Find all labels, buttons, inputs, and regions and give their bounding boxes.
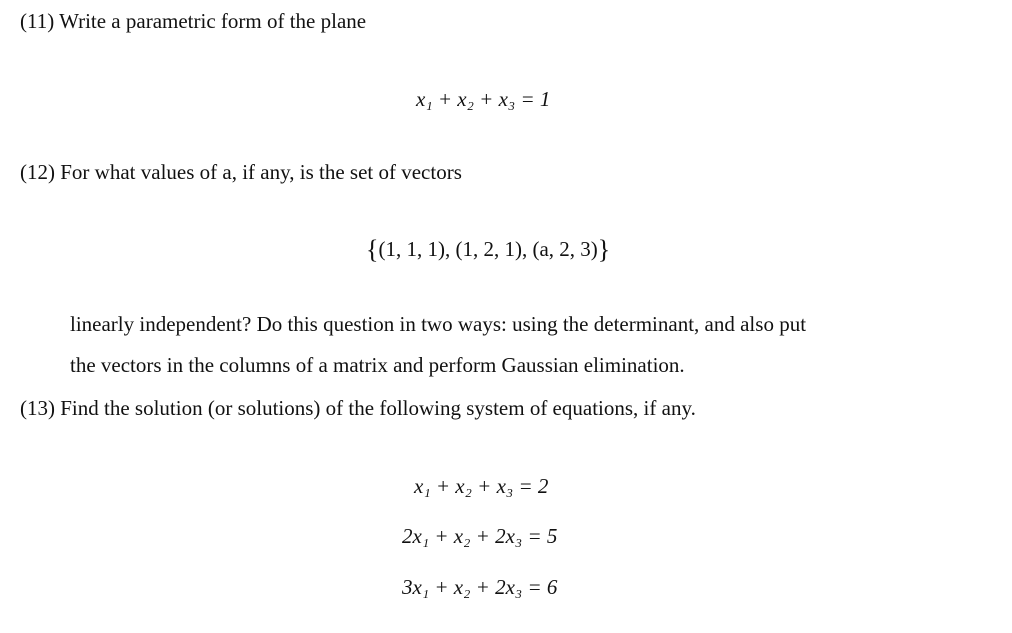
problem-13-statement <box>20 395 696 421</box>
problem-11-equation: x₁ + x₂ + x₃ = 1 <box>416 87 551 111</box>
set-open-brace: { <box>366 235 379 264</box>
system-equation-3: 3x₁ + x₂ + 2x₃ = 6 <box>402 575 558 599</box>
problem-12-text: For what values of a, if any, is the set of vectors <box>60 160 462 184</box>
problem-11-text: Write a parametric form of the plane <box>59 9 367 33</box>
problem-12-statement <box>20 159 462 185</box>
problem-12-continuation-1: linearly independent? Do this question in two ways: using the determinant, and also put <box>70 312 807 336</box>
problem-12-continuation-2: the vectors in the columns of a matrix and perform Gaussian elimination. <box>70 353 685 377</box>
problem-13-number: (13) <box>20 396 55 420</box>
problem-13-text: Find the solution (or solutions) of the following system of equations, if any. <box>60 396 696 420</box>
set-close-brace: } <box>597 235 611 264</box>
system-equation-1: x₁ + x₂ + x₃ = 2 <box>414 474 549 498</box>
problem-11-statement <box>20 8 366 34</box>
system-equation-2: 2x₁ + x₂ + 2x₃ = 5 <box>402 524 558 548</box>
problem-11-number: (11) <box>20 9 55 33</box>
problem-12-vector-set <box>366 235 610 262</box>
problem-12-number: (12) <box>20 160 55 184</box>
set-body: (1, 1, 1), (1, 2, 1), (a, 2, 3) <box>378 237 598 261</box>
